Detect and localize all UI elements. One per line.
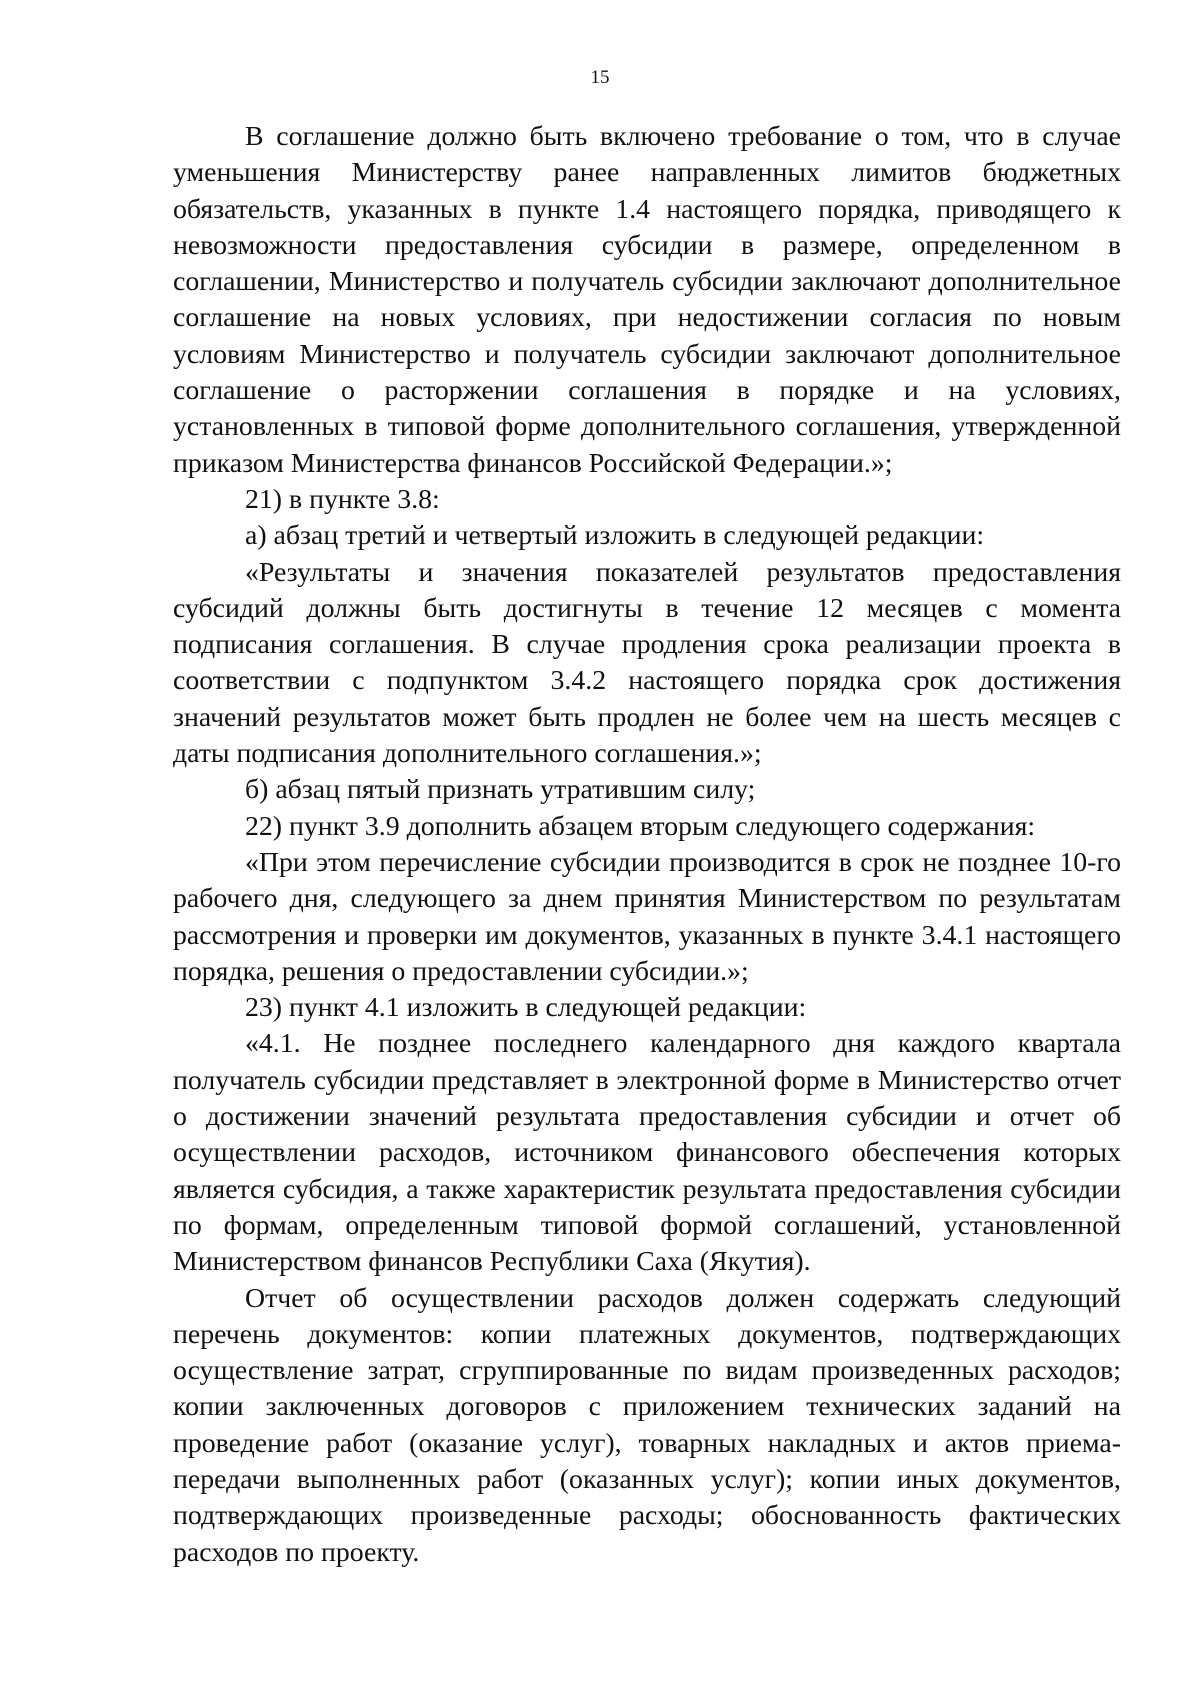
paragraph-agreement-requirement: В соглашение должно быть включено требование о том, что в случае уменьшения Министерству ранее направленных лимитов бюджетных обязательств, указанных в пункте 1.4 настоящего порядка, приводящего к невозможности предоставления субсидии в размере, определенном в соглашении, Министерство и получатель субсидии заключают дополнительное соглашение на новых условиях, при недостижении согласия по новым условиям Министерство и получатель субсидии заключают дополнительное соглашение о расторжении соглашения в порядке и на условиях, установленных в типовой форме дополнительного соглашения, утвержденной приказом Министерства финансов Российской Федерации.»; [173, 121, 1121, 479]
paragraph-expense-report: Отчет об осуществлении расходов должен содержать следующий перечень документов: копии платежных документов, подтверждающих осуществление затрат, сгруппированные по видам произведенных расходов; копии заключенных договоров с приложением технических заданий на проведение работ (оказание услуг), товарных накладных и актов приема-передачи выполненных работ (оказанных услуг); копии иных документов, подтверждающих произведенные расходы; обоснованность фактических расходов по проекту. [173, 1282, 1121, 1568]
paragraph-item-4-1-quote: «4.1. Не позднее последнего календарного дня каждого квартала получатель субсидии представляет в электронной форме в Министерство отчет о достижении значений результата предоставления субсидии и отчет об осуществлении расходов, источником финансового обеспечения которых является субсидия, а также характеристик результата предоставления субсидии по формам, определенным типовой формой соглашений, установленной Министерством финансов Республики Саха (Якутия). [173, 1028, 1121, 1278]
paragraph-item-21-a: а) абзац третий и четвертый изложить в следующей редакции: [245, 520, 985, 552]
paragraph-results-quote: «Результаты и значения показателей результатов предоставления субсидий должны быть достигнуты в течение 12 месяцев с момента подписания соглашения. В случае продления срока реализации проекта в соответствии с подпунктом 3.4.2 настоящего порядка срок достижения значений результатов может быть продлен не более чем на шесть месяцев с даты подписания дополнительного соглашения.»; [173, 556, 1121, 770]
paragraph-item-21: 21) в пункте 3.8: [245, 483, 440, 515]
paragraph-transfer-quote: «При этом перечисление субсидии производится в срок не позднее 10-го рабочего дня, следующего за днем принятия Министерством по результатам рассмотрения и проверки им документов, указанных в пункте 3.4.1 настоящего порядка, решения о предоставлении субсидии.»; [173, 846, 1121, 987]
page-number: 15 [590, 67, 610, 88]
paragraph-item-22: 22) пункт 3.9 дополнить абзацем вторым следующего содержания: [245, 810, 1036, 842]
document-body [173, 119, 1121, 1571]
paragraph-item-23: 23) пункт 4.1 изложить в следующей редакции: [245, 992, 807, 1024]
paragraph-item-21-b: б) абзац пятый признать утратившим силу; [245, 774, 756, 806]
